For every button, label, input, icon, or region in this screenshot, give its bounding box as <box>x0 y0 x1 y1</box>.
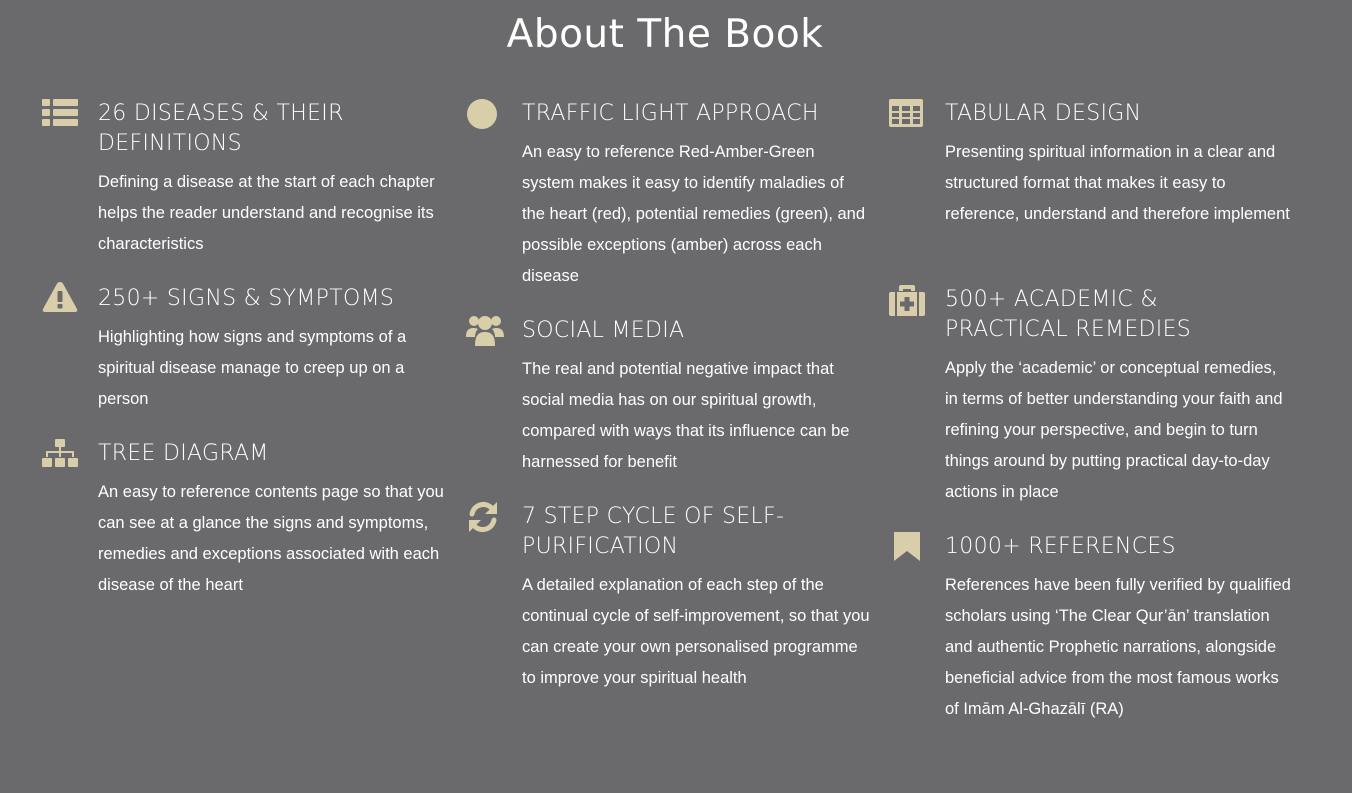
users-icon <box>466 313 506 349</box>
page-title: About The Book <box>506 12 824 57</box>
feature-description: Presenting spiritual information in a clear and structured format that makes it easy to reference, understand and therefore implement <box>945 143 1290 223</box>
feature-description: Apply the ‘academic’ or conceptual remedies, in terms of better understanding your faith and refining your perspective, and begin to turn things around by putting practical day-to-day actions in place <box>945 359 1283 501</box>
feature-title: SOCIAL MEDIA <box>522 318 685 343</box>
circle-icon <box>466 99 506 135</box>
bookmark-icon <box>894 532 934 568</box>
feature-title: 26 DISEASES & THEIR DEFINITIONS <box>98 101 344 156</box>
feature-title: TREE DIAGRAM <box>98 441 269 466</box>
feature-title: 7 STEP CYCLE OF SELF-PURIFICATION <box>522 504 785 559</box>
medkit-icon <box>889 285 929 321</box>
list-icon <box>42 99 82 135</box>
feature-description: Highlighting how signs and symptoms of a spiritual disease manage to creep up on a person <box>98 328 407 408</box>
sitemap-icon <box>42 439 82 475</box>
feature-title: TRAFFIC LIGHT APPROACH <box>522 101 819 126</box>
feature-description: References have been fully verified by qualified scholars using ‘The Clear Qur’ān’ translation and authentic Prophetic narrations, alongside beneficial advice from the most famous works of Imām Al-Ghazālī (RA) <box>945 576 1291 718</box>
feature-description: A detailed explanation of each step of the continual cycle of self-improvement, so that you can create your own personalised programme to improve your spiritual health <box>522 576 870 687</box>
table-icon <box>889 99 929 135</box>
warning-icon <box>42 281 82 317</box>
feature-description: The real and potential negative impact that social media has on our spiritual growth, compared with ways that its influence can be harnessed for benefit <box>522 360 850 471</box>
feature-title: TABULAR DESIGN <box>945 101 1142 126</box>
feature-description: An easy to reference Red-Amber-Green system makes it easy to identify maladies of the heart (red), potential remedies (green), and possible exceptions (amber) across each disease <box>522 143 866 285</box>
feature-title: 500+ ACADEMIC & PRACTICAL REMEDIES <box>945 287 1192 342</box>
feature-description: An easy to reference contents page so that you can see at a glance the signs and symptoms, remedies and exceptions associated with each disease of the heart <box>98 483 444 594</box>
feature-description: Defining a disease at the start of each chapter helps the reader understand and recognise its characteristics <box>98 173 435 253</box>
feature-title: 250+ SIGNS & SYMPTOMS <box>98 286 395 311</box>
feature-title: 1000+ REFERENCES <box>945 534 1176 559</box>
refresh-icon <box>466 500 506 536</box>
